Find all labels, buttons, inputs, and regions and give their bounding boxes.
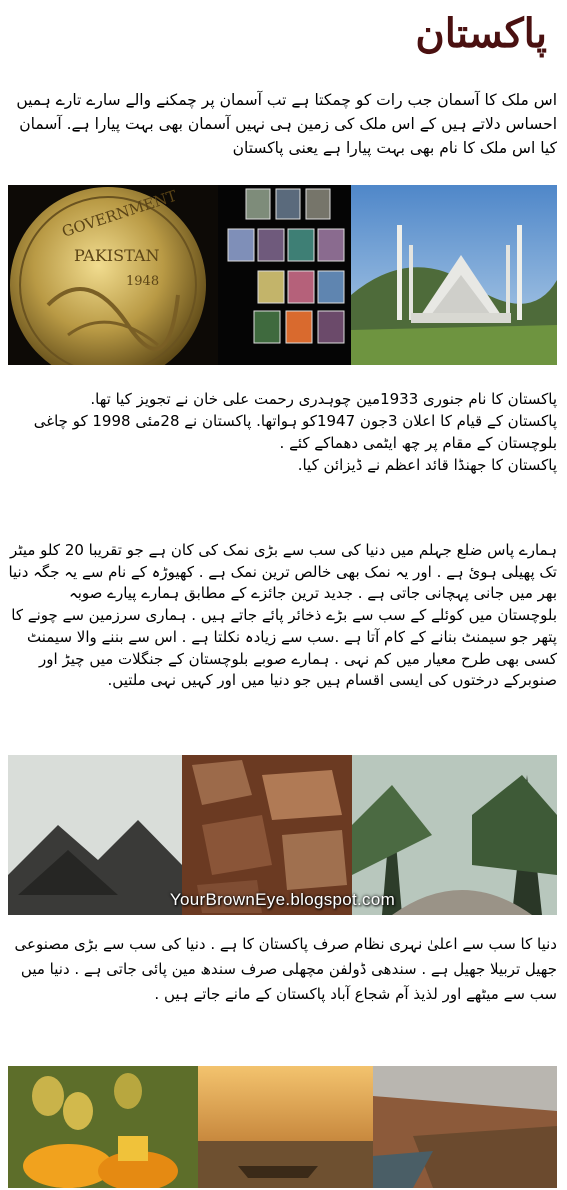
intro-paragraph: اس ملک کا آسمان جب رات کو چمکتا ہے تب آسمان پر چمکنے والے سارے تارے ہمیں احساس دلاتے ہیں کے اس ملک کی زمین ہی نہیں آسمان بھی بہت پیارا ہے. آسمان کیا اس ملک کا نام بھی بہت پیارا ہے یعنی پاکستان	[16, 91, 557, 157]
coin-engraving-government: GOVERNMENT	[59, 186, 180, 241]
blog-watermark: YourBrownEye.blogspot.com	[169, 890, 396, 909]
stamps-image	[218, 185, 351, 365]
mangoes-image	[8, 1066, 198, 1188]
coin-engraving-pakistan: PAKISTAN	[74, 246, 160, 265]
mosque-image	[351, 185, 557, 365]
page-title: پاکستان	[415, 10, 547, 57]
history-line-2: پاکستان کے قیام کا اعلان 3جون 1947کو ہواتھا. پاکستان نے 28مئی 1998 کو چاغی بلوچستان کے مقام پر چھ ایٹمی دھماکے کئے .	[33, 412, 557, 452]
coin-image	[8, 185, 218, 365]
image-strip-1	[8, 185, 557, 365]
history-line-3: پاکستان کا جھنڈا قائد اعظم نے ڈیزائن کیا.	[297, 456, 557, 474]
image-strip-3	[8, 1066, 557, 1188]
history-paragraph	[8, 388, 557, 476]
history-line-1: پاکستان کا نام جنوری 1933مین چوہدری رحمت علی خان نے تجویز کیا تھا.	[90, 390, 557, 408]
resources-paragraph: ہمارے پاس ضلع جہلم میں دنیا کی سب سے بڑی نمک کی کان ہے جو تقریبا 20 کلو میٹر تک پھیلی ہوئ ہے . اور یہ نمک بھی خالص ترین نمک ہے . کھیوڑہ کے نام سے یہ جگہ دنیا بھر میں جانی پہچانی جاتی ہے . جدید ترین جائزے کے مطابق ہمارے پیارے صوبہ بلوچستان میں کوئلے کے سب سے بڑے ذخائر پائے جاتے ہیں . ہماری سرزمین سے چونے کا پتھر جو سیمنٹ بنانے کے کام آتا ہے .سب سے زیادہ نکلتا ہے . اس سے بننے والا سیمنٹ کسی بھی طرح معیار میں کم نہی . ہمارے صوبے بلوچستان کے جنگلات میں چیڑ اور صنوبرکے درختوں کی ایسی اقسام ہیں جو دنیا میں اور کہیں نہی ملتیں.	[8, 541, 557, 690]
lake-boat-image	[198, 1066, 373, 1188]
coin-engraving-year: 1948	[126, 274, 160, 289]
image-strip-2	[8, 755, 557, 915]
facts-paragraph: دنیا کا سب سے اعلیٰ نہری نظام صرف پاکستان کا ہے . دنیا کی سب سے بڑی مصنوعی جھیل تربیلا جھیل ہے . سندھی ڈولفن مچھلی صرف سندھ مین پائی جاتی ہے . دنیا میں سب سے میٹھے اور لذیذ آم شجاع آباد پاکستان کے مانے جاتے ہیں .	[14, 935, 557, 1003]
dam-image	[373, 1066, 557, 1188]
